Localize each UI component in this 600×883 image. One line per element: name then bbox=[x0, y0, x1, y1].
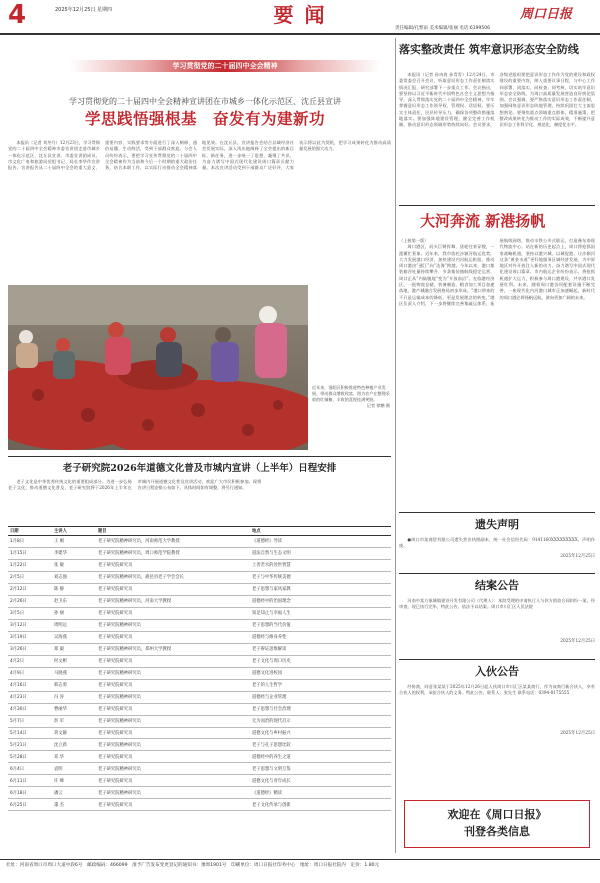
cell-date: 3月12日 bbox=[10, 623, 27, 629]
cell-speaker: 蒋文静 bbox=[54, 730, 67, 736]
cell-place: 道德经与修身养性 bbox=[252, 635, 287, 641]
cell-topic: 老子研究院精神研究员，河南师范大学教授 bbox=[98, 539, 180, 545]
feature-body-text: 周口港区，码头巨臂挥舞、货轮往来穿梭，一派繁忙景象。近年来，我市依托沙颍河航运优势，大力发展港口经济，加快建设内河航运枢纽，推动周口港由“通江”向“达海”跨越。今年以来，港口集装箱吞吐量持续攀升，多条集装箱航线稳定运营，周口正从“内陆腹地”变为“开放前沿”。在临港经济区，一批物流仓储、装备制造、粮食加工项目加速落地，港产城融合发展格局初步形成。“港口带来的不只是运输成本的降低，更是发展理念的转变。”港区负责人介绍，下一步将继续完善集疏运体系，拓展航线网络，推动水铁公多式联运，打造豫东南现代物流中心。站在新的历史起点上，周口将抢抓国家战略机遇，坚持以港兴城、以城促港，让沙颍河这条“黄金水道”更好地服务区域经济发展，为中原地区对外开放注入新的动力，奋力谱写中国式现代化建设周口篇章。市内航运企业纷纷表示，将抢抓机遇扩大运力，积极参与周口港建设，共享港口发展红利。未来，随着周口港各项配套设施不断完善，一座现代化内河港口城市正加速崛起，新时代的周口港必将扬帆远航，驶向更加广阔的未来。 bbox=[399, 238, 595, 306]
cell-place: 老子思想的当代价值 bbox=[252, 623, 291, 629]
cell-date: 2月5日 bbox=[10, 575, 25, 581]
table-row bbox=[8, 667, 391, 679]
col-speaker: 主讲人 bbox=[54, 529, 67, 534]
cell-place: 道德经中的治国理念 bbox=[252, 599, 291, 605]
cell-date: 6月25日 bbox=[10, 802, 27, 808]
lead-kicker: 学习贯彻党的二十届四中全会精神宣讲团在市城乡一体化示范区、沈丘县宣讲 bbox=[69, 97, 341, 106]
cell-speaker: 曹丽华 bbox=[54, 707, 67, 713]
cell-date: 4月23日 bbox=[10, 695, 27, 701]
cell-place: 老子的人生哲学 bbox=[252, 683, 283, 689]
feature-body bbox=[399, 238, 595, 510]
cell-place: 老子思想与文明互鉴 bbox=[252, 766, 291, 772]
right-rule-2 bbox=[399, 512, 595, 513]
cell-speaker: 沈立新 bbox=[54, 742, 67, 748]
table-row bbox=[8, 763, 391, 775]
cell-topic: 老子研究院精神研究员，周口师范学院教授 bbox=[98, 551, 180, 557]
cell-date: 5月14日 bbox=[10, 730, 27, 736]
cell-speaker: 袁明 bbox=[54, 766, 63, 772]
cell-place: 老子辩证思维解读 bbox=[252, 647, 287, 653]
schedule-title: 老子研究院2026年道德文化普及市城内宣讲（上半年）日程安排 bbox=[62, 463, 337, 474]
cell-place: 老子与孔子思想比较 bbox=[252, 742, 291, 748]
cell-topic: 老子研究院研究员 bbox=[98, 587, 133, 593]
cell-place: 上善若水的处世智慧 bbox=[252, 563, 291, 569]
cell-date: 4月9日 bbox=[10, 671, 25, 677]
schedule-table bbox=[8, 526, 391, 811]
cell-place: 道德经与企业管理 bbox=[252, 695, 287, 701]
cell-speaker: 刘志强 bbox=[54, 575, 67, 581]
lead-body-text: 本报讯（记者 刘冬月）12月23日，学习贯彻党的二十届四中全会精神市委宣讲团走进市城乡一体化示范区、沈丘县宣讲。市委宣讲团成员，市文化广电和旅游局党组书记、局长李华作宣讲报告。宣讲报告从二十届四中全会的重大意义、重要内容、实践要求等方面进行了深入阐释，通俗易懂、生动鲜活，受到干部群众欢迎。与会人员纷纷表示，要把学习宣传贯彻党的二十届四中全会精神作为当前和今后一个时期的重大政治任务，结合本职工作，以实际行动推动全会精神落地见效。在沈丘县，宣讲报告会结合县域经济社会发展实际，深入浅出地阐释了全会提出的新目标、新任务，进一步统一了思想、凝聚了共识，为奋力谱写中国式现代化建设周口篇章贡献力量。本次宣讲活动受到干部群众广泛好评，大家表示将以此为契机，把学习成果转化为推动高质量发展的强大动力。 bbox=[8, 140, 391, 171]
table-row bbox=[8, 607, 391, 619]
newspaper-logo: 周口日报 bbox=[520, 7, 573, 22]
cell-topic: 老子研究院精神研究员 bbox=[98, 671, 141, 677]
cell-topic: 老子研究院精神研究员 bbox=[98, 719, 141, 725]
cell-topic: 老子研究院研究员 bbox=[98, 754, 133, 760]
photo-caption bbox=[312, 385, 390, 447]
table-row bbox=[8, 655, 391, 667]
col-place: 地点 bbox=[252, 529, 261, 534]
notice-title-2: 结案公告 bbox=[475, 579, 519, 592]
cell-date: 3月26日 bbox=[10, 647, 27, 653]
issue-date: 2025年12月25日 星期四 bbox=[55, 7, 113, 13]
notice-date-2: 2025年12月25日 bbox=[560, 639, 595, 644]
left-bottom-rule bbox=[8, 456, 391, 457]
right-top-body bbox=[399, 72, 595, 202]
col-topic: 题目 bbox=[98, 529, 107, 534]
cell-date: 6月4日 bbox=[10, 766, 25, 772]
cell-speaker: 王 刚 bbox=[54, 539, 64, 545]
cell-topic: 老子研究院研究员 bbox=[98, 730, 133, 736]
cell-topic: 老子研究院精神研究员 bbox=[98, 790, 141, 796]
cell-topic: 老子研究院精神研究员，河南大学教授 bbox=[98, 599, 172, 605]
notice-body-3: 经协商，同意张某某于2025年12月26日起入伙周口市川汇区某某商行，作为该商行新合伙人，享有合伙人的权利，承担合伙人的义务。特此公告。联系人：张先生 联系电话：0394-8175555 bbox=[399, 684, 595, 696]
notice-box-2 bbox=[399, 578, 595, 656]
cell-date: 5月21日 bbox=[10, 742, 27, 748]
cell-place: 道德经中的养生之道 bbox=[252, 754, 291, 760]
cell-topic: 老子研究院精神研究员 bbox=[98, 623, 141, 629]
table-row bbox=[8, 703, 391, 715]
section-title: 要 闻 bbox=[273, 3, 327, 27]
cell-topic: 老子研究院研究员 bbox=[98, 635, 133, 641]
cell-date: 3月19日 bbox=[10, 635, 27, 641]
cell-date: 4月16日 bbox=[10, 683, 27, 689]
schedule-intro bbox=[8, 479, 391, 523]
table-row bbox=[8, 595, 391, 607]
table-row bbox=[8, 583, 391, 595]
table-row bbox=[8, 536, 391, 548]
table-row bbox=[8, 547, 391, 559]
cell-speaker: 潘云 bbox=[54, 790, 63, 796]
cell-place: 老子文化与周口历史 bbox=[252, 659, 291, 665]
cell-place: 道德文化与青年成长 bbox=[252, 778, 291, 784]
cell-topic: 老子研究院研究员 bbox=[98, 802, 133, 808]
cell-speaker: 陈 静 bbox=[54, 587, 64, 593]
cell-date: 5月28日 bbox=[10, 754, 27, 760]
notice-box-3 bbox=[399, 664, 595, 754]
cell-speaker: 冯 涛 bbox=[54, 695, 64, 701]
feature-headline: 大河奔流 新港扬帆 bbox=[420, 212, 546, 230]
column-divider bbox=[395, 38, 396, 853]
table-row bbox=[8, 787, 391, 799]
cell-topic: 老子研究院精神研究员 bbox=[98, 766, 141, 772]
banner-label: 学习贯彻党的二十届四中全会精神 bbox=[172, 62, 278, 70]
lead-headline: 学思践悟强根基 奋发有为建新功 bbox=[84, 109, 325, 128]
right-rule-1 bbox=[399, 205, 595, 206]
topic-banner bbox=[70, 60, 380, 72]
cell-place: 老子与中华传统美德 bbox=[252, 575, 291, 581]
table-row bbox=[8, 571, 391, 583]
notice-title-3: 入伙公告 bbox=[475, 665, 519, 678]
table-row bbox=[8, 775, 391, 787]
cell-date: 1月8日 bbox=[10, 539, 25, 545]
editor-line: 责任编辑/孔繁雨 美术编辑/张丽 电话:6199506 bbox=[395, 26, 490, 31]
cell-topic: 老子研究院研究员 bbox=[98, 611, 133, 617]
feature-subtitle: （上接第一版） bbox=[399, 238, 429, 243]
cell-speaker: 许 峰 bbox=[54, 778, 64, 784]
cell-topic: 老子研究院精神研究员，鹿邑县老子学会会长 bbox=[98, 575, 184, 581]
table-row bbox=[8, 799, 391, 811]
cell-date: 2月26日 bbox=[10, 599, 27, 605]
notice-box-1 bbox=[399, 517, 595, 572]
table-row bbox=[8, 631, 391, 643]
cell-place: 老子文化传承与创新 bbox=[252, 802, 291, 808]
notice-title-1: 遗失声明 bbox=[475, 518, 519, 531]
right-top-headline: 落实整改责任 筑牢意识形态安全防线 bbox=[399, 43, 579, 56]
cell-place: 《道德经》导读 bbox=[252, 539, 283, 545]
cell-speaker: 吴海燕 bbox=[54, 635, 67, 641]
cell-place: 无为而治的现代启示 bbox=[252, 719, 291, 725]
cell-date: 4月2日 bbox=[10, 659, 25, 665]
cell-speaker: 李建华 bbox=[54, 551, 67, 557]
table-row bbox=[8, 715, 391, 727]
notice-date-1: 2025年12月25日 bbox=[560, 554, 595, 559]
footer-text: 社址：河南省周口市周口大道中段6号 邮政编码：466099 准予广告发布变更登记的通知书：豫周1901号 印刷单位：周口日报社印务中心 地址：周口日报社院内 定价：1.80元 bbox=[6, 863, 380, 868]
cell-speaker: 周明远 bbox=[54, 623, 67, 629]
cell-speaker: 郑 毅 bbox=[54, 647, 64, 653]
cell-date: 1月15日 bbox=[10, 551, 27, 557]
table-row bbox=[8, 643, 391, 655]
photo-credit: 记者 徐鹏 摄 bbox=[366, 403, 390, 408]
cell-place: 知足知止与幸福人生 bbox=[252, 611, 291, 617]
cell-date: 2月12日 bbox=[10, 587, 27, 593]
cell-date: 5月7日 bbox=[10, 719, 25, 725]
footer-rule bbox=[0, 859, 600, 860]
cell-place: 道德文化进校园 bbox=[252, 671, 283, 677]
right-rule-3 bbox=[399, 573, 595, 574]
cell-date: 1月22日 bbox=[10, 563, 27, 569]
table-row bbox=[8, 619, 391, 631]
notice-body-1: ●周口市某商贸有限公司遗失营业执照副本，统一社会信用代码：9141160XXXXXXXXX，声明作废。 bbox=[399, 537, 595, 549]
cell-speaker: 马晓燕 bbox=[54, 671, 67, 677]
lead-photo bbox=[8, 285, 308, 450]
photo-caption-text: 近年来，淮阳区积极推进特色种植产业发展，带动群众增收致富。图为农户在整理采收的红辣椒，丰收的喜悦挂满笑脸。 bbox=[312, 385, 390, 402]
cell-topic: 老子研究院研究员 bbox=[98, 778, 133, 784]
promo-box bbox=[404, 800, 590, 848]
cell-topic: 老子研究院精神研究员，郑州大学教授 bbox=[98, 647, 172, 653]
cell-place: 道德文化与乡村振兴 bbox=[252, 730, 291, 736]
cell-speaker: 董 杰 bbox=[54, 802, 64, 808]
right-rule-4 bbox=[399, 659, 595, 660]
cell-speaker: 赵卫东 bbox=[54, 599, 67, 605]
header-rule bbox=[0, 33, 600, 35]
cell-date: 3月5日 bbox=[10, 611, 25, 617]
promo-line-2: 刊登各类信息 bbox=[464, 825, 530, 838]
cell-speaker: 邓 华 bbox=[54, 754, 64, 760]
notice-body-2: 河南中某方象城镇建设开发有限公司（代理人）：本院受理的申请执行人与你方借款合同纠纷一案，经审查，现已执行完毕，特此公告，依法予以结案。周口市川汇区人民法院 bbox=[399, 598, 595, 610]
cell-date: 6月18日 bbox=[10, 790, 27, 796]
cell-place: 《道德经》精读 bbox=[252, 790, 283, 796]
promo-line-1: 欢迎在《周口日报》 bbox=[447, 808, 547, 821]
cell-topic: 老子研究院研究员 bbox=[98, 683, 133, 689]
right-top-body-text: 本报讯（记者 孙冉冉 孙青青）12月24日，市委常委会召开会议，听取意识形态工作责任制落实情况汇报，研究部署下一步重点工作。会议指出，要坚持以习近平新时代中国特色社会主义思想为指导，深入贯彻落实党的二十届四中全会精神，牢牢掌握意识形态工作领导权、管理权、话语权。要压实主体责任，层层传导压力，确保各项整改措施落地落实。要加强阵地建设管理，健全完善工作机制，推动意识形态领域形势持续向好。会议要求，各级党组织要把意识形态工作作为党的建设和政权建设的重要内容，纳入重要议事日程，与中心工作同部署、同落实、同检查、同考核，切实筑牢意识形态安全防线，为周口高质量发展营造良好舆论氛围。会议强调，要严格落实意识形态工作责任制，加强网络意识形态阵地管理，持续巩固壮大主流思想舆论。要聚焦重点领域重点群体，精准施策，把整改成果转化为推动工作的实际成效，不断提升意识形态工作科学化、规范化、制度化水平。 bbox=[399, 72, 595, 128]
cell-date: 4月30日 bbox=[10, 707, 27, 713]
table-row bbox=[8, 727, 391, 739]
notice-date-3: 2025年12月25日 bbox=[560, 731, 595, 736]
cell-speaker: 张 敏 bbox=[54, 563, 64, 569]
cell-speaker: 孙 丽 bbox=[54, 611, 64, 617]
table-row bbox=[8, 559, 391, 571]
cell-place: 道法自然与生态文明 bbox=[252, 551, 291, 557]
cell-topic: 老子研究院研究员 bbox=[98, 659, 133, 665]
cell-date: 6月11日 bbox=[10, 778, 27, 784]
table-row bbox=[8, 751, 391, 763]
cell-topic: 老子研究院研究员 bbox=[98, 707, 133, 713]
table-row bbox=[8, 679, 391, 691]
cell-place: 老子思想与社会治理 bbox=[252, 707, 291, 713]
lead-body bbox=[8, 140, 391, 285]
cell-place: 老子思想与家风家教 bbox=[252, 587, 291, 593]
cell-speaker: 彭 军 bbox=[54, 719, 64, 725]
col-date: 日期 bbox=[10, 529, 19, 534]
schedule-intro-text: 老子文化是中华优秀传统文化的重要组成部分。为进一步弘扬老子文化，推动道德文化普及，老子研究院将于2026年上半年在市城内开展道德文化普及宣讲活动，欢迎广大市民积极参加。现将宣讲日程安排公布如下，具体时间如有调整，将另行通知。 bbox=[8, 479, 262, 491]
table-row bbox=[8, 739, 391, 751]
cell-speaker: 韩志勇 bbox=[54, 683, 67, 689]
cell-topic: 老子研究院精神研究员 bbox=[98, 742, 141, 748]
table-row bbox=[8, 691, 391, 703]
cell-speaker: 何文彬 bbox=[54, 659, 67, 665]
cell-topic: 老子研究院精神研究员 bbox=[98, 695, 141, 701]
page-number: 4 bbox=[8, 0, 27, 30]
cell-topic: 老子研究院研究员 bbox=[98, 563, 133, 569]
